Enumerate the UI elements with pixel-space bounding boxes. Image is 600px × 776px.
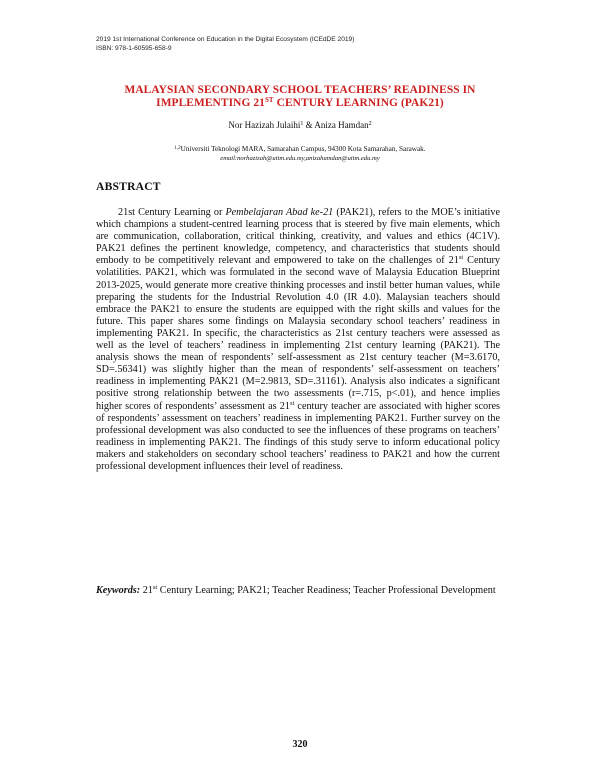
title-line-2 (96, 97, 504, 110)
author-separator: & (303, 120, 315, 130)
affiliation-mark: 1,2 (174, 146, 181, 151)
affiliation-text: Universiti Teknologi MARA, Samarahan Campus, 94300 Kota Samarahan, Sarawak. (180, 145, 426, 153)
abstract-heading: ABSTRACT (96, 180, 161, 193)
abstract-text-2: (PAK21), refers to the MOE’s initiative which champions a student-centred learning process that is steered by five main elements, which are communication, collaboration, critical thinking, creativity, and values and ethics (4C1V). PAK21 defines the pertinent knowledge, competency, and characteristics that students should embody to be competitively relevant and empowered to take on the challenges of 21 (96, 207, 500, 267)
title-line-1: MALAYSIAN SECONDARY SCHOOL TEACHERS’ READINESS IN (124, 84, 476, 96)
abstract-superscript-1: st (458, 254, 464, 262)
author-1: Nor Hazizah Julaihi (228, 120, 301, 130)
author-2: Aniza Hamdan (314, 120, 369, 130)
author-1-affiliation-mark: 1 (300, 121, 304, 127)
abstract-text-3: Century volatilities. PAK21, which was formulated in the second wave of Malaysia Education Blueprint 2013-2025, would generate more creative thinking processes and instil better human values, while preparing the students for the Industrial Revolution 4.0 (IR 4.0). Malaysian teachers should embrace the PAK21 to ensure the students are equipped with the right skills and values for the future. This paper shares some findings on Malaysia secondary school teachers’ readiness in implementing PAK21. In specific, the characteristics as 21st century teachers were assessed as well as the level of teachers’ readiness in implementing 21st century learning (PAK21). The analysis shows the mean of respondents’ self-assessment as 21st century teacher (M=3.6170, SD=.56341) was slightly higher than the mean of respondents’ self-assessment on teachers’ readiness in implementing PAK21 (M=2.9813, SD=.31161). Analysis also indicates a significant positive strong relationship between the two assessments (r=.715, p<.01), and hence implies higher scores of respondents’ assessment as 21 (96, 255, 500, 412)
keywords-label: Keywords: (96, 585, 141, 596)
abstract-superscript-2: st (289, 399, 295, 407)
author-emails: email:norhazizah@uitm.edu.my,anizahamdan@uitm.edu.my (220, 155, 380, 162)
keywords-superscript: st (152, 584, 158, 591)
keywords-text-1: 21 (140, 585, 153, 596)
conference-header (96, 36, 354, 53)
title-line-2-start: IMPLEMENTING 21 (156, 97, 265, 109)
isbn: ISBN: 978-1-60595-658-9 (96, 44, 172, 52)
keywords-text-2: Century Learning; PAK21; Teacher Readiness; Teacher Professional Development (157, 585, 496, 596)
abstract-malay-term: Pembelajaran Abad ke-21 (225, 207, 334, 218)
conference-name: 2019 1st International Conference on Education in the Digital Ecosystem (ICEdDE 2019) (96, 36, 355, 43)
keywords (96, 585, 500, 597)
page-number: 320 (292, 739, 308, 750)
author-2-affiliation-mark: 2 (368, 121, 372, 127)
affiliation (96, 145, 504, 154)
paper-title (96, 84, 504, 110)
abstract-body (96, 207, 500, 473)
author-list (96, 120, 504, 131)
abstract-text-4: century teacher are associated with higher scores of respondents’ assessment on teachers’ readiness in implementing PAK21. Further survey on the professional development was also conducted to see the influences of these programs on teachers’ readiness in implementing PAK21. The findings of this study serve to inform educational policy makers and stakeholders on secondary school teachers’ readiness to PAK21 and how the current professional development influences their level of readiness. (96, 400, 500, 472)
title-line-2-end: CENTURY LEARNING (PAK21) (273, 97, 444, 109)
title-superscript: ST (264, 96, 274, 104)
abstract-text-1: 21st Century Learning or (118, 207, 226, 218)
